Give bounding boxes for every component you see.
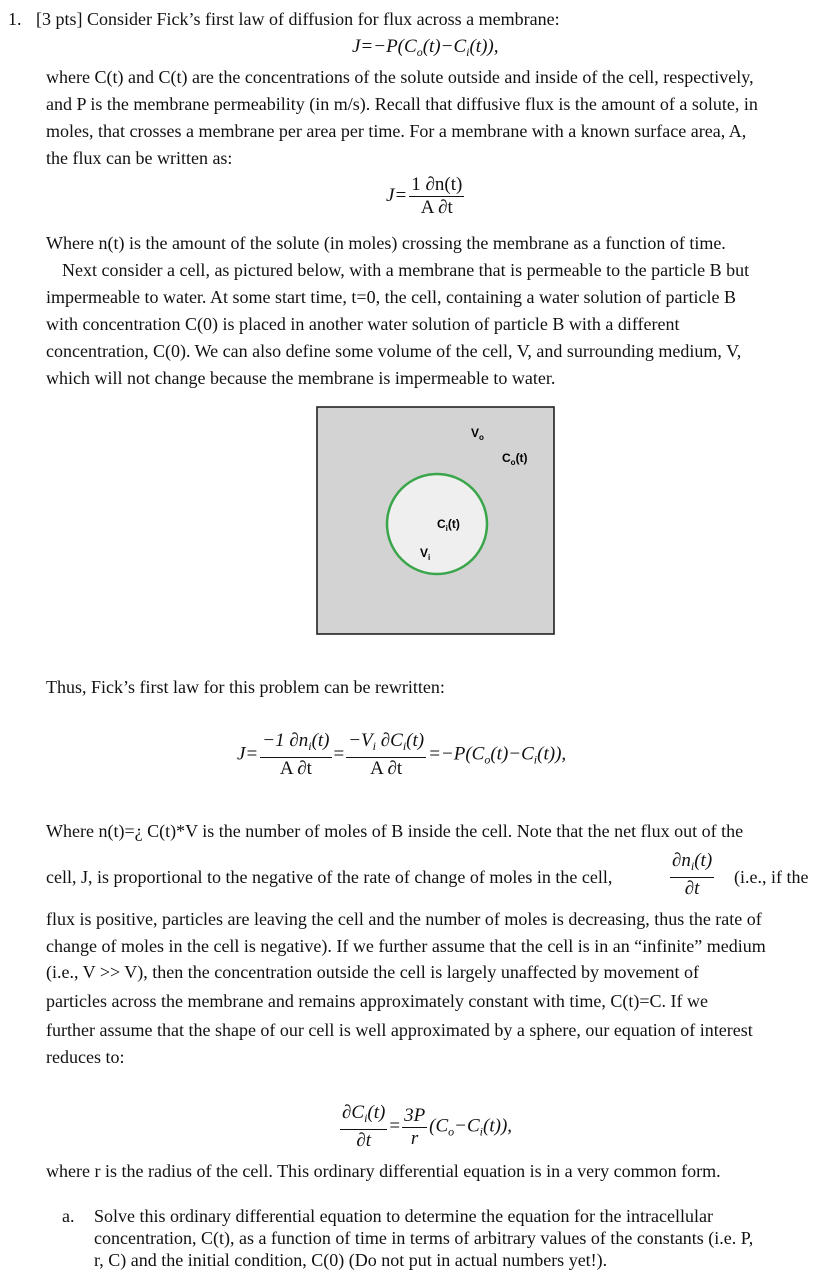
paragraph-line: reduces to: <box>46 1047 125 1067</box>
paragraph-line: further assume that the shape of our cell is well approximated by a sphere, our equation of interest <box>46 1020 753 1040</box>
cell-diagram <box>316 406 556 636</box>
part-a-line: Solve this ordinary differential equation to determine the equation for the intracellular <box>94 1206 713 1226</box>
inside-volume-label: $V_i$ <box>420 546 431 562</box>
paragraph-line: Thus, Fick’s first law for this problem can be rewritten: <box>46 677 445 697</box>
problem-points: [3 pts] <box>36 9 83 29</box>
equation-flux-definition: J= $\frac{1 \partial n(t)}{A \partial t}$ <box>386 174 463 218</box>
paragraph-line: which will not change because the membrane is impermeable to water. <box>46 368 556 388</box>
paragraph-line: impermeable to water. At some start time, t=0, the cell, containing a water solution of particle B <box>46 287 736 307</box>
paragraph-line: Where n(t) is the amount of the solute (in moles) crossing the membrane as a function of time. <box>46 233 726 253</box>
paragraph-line: concentration, C(0). We can also define some volume of the cell, V, and surrounding medium, V, <box>46 341 742 361</box>
paragraph-line: with concentration C(0) is placed in another water solution of particle B with a different <box>46 314 680 334</box>
outside-volume-label: $V_o$ <box>471 426 484 442</box>
paragraph-line: (i.e., if the <box>734 867 809 887</box>
paragraph-line: where C(t) and C(t) are the concentrations of the solute outside and inside of the cell, respectively, <box>46 67 754 87</box>
equation-ode: $\frac{\partial C_i(t)}{\partial t}$ = $\frac{3P}{r}$ $(C_o-C_i(t))$, <box>342 1102 513 1151</box>
paragraph-line: cell, J, is proportional to the negative of the rate of change of moles in the cell, <box>46 867 613 887</box>
problem-header <box>8 8 560 30</box>
equation-fick-rewritten: J= $\frac{-1 \partial n_i(t)}{A \partial t}$ = $\frac{-V_i \partial C_i(t)}{A \partial t}$ $=-P(C_o(t)-C_i(t))$, <box>237 730 567 779</box>
equation-fick-law: $J=-P(C_o(t)-C_i(t))$, <box>352 36 499 59</box>
problem-intro: Consider Fick’s first law of diffusion for flux across a membrane: <box>87 9 560 29</box>
paragraph-line: where r is the radius of the cell. This ordinary differential equation is in a very common form. <box>46 1161 721 1181</box>
paragraph-line: Next consider a cell, as pictured below, with a membrane that is permeable to the particle B but <box>62 260 750 280</box>
paragraph-line: flux is positive, particles are leaving the cell and the number of moles is decreasing, thus the rate of <box>46 909 762 929</box>
paragraph-line: and P is the membrane permeability (in m/s). Recall that diffusive flux is the amount of a solute, in <box>46 94 758 114</box>
paragraph-line: particles across the membrane and remains approximately constant with time, C(t)=C. If we <box>46 991 708 1011</box>
part-a-line: concentration, C(t), as a function of time in terms of arbitrary values of the constants (i.e. P, <box>94 1228 754 1248</box>
paragraph-line: the flux can be written as: <box>46 148 233 168</box>
part-a-line: r, C) and the initial condition, C(0) (Do not put in actual numbers yet!). <box>94 1250 608 1270</box>
rate-of-change-fraction: $\frac{\partial n_i(t)}{\partial t}$ <box>672 850 713 899</box>
paragraph-line: (i.e., V >> V), then the concentration outside the cell is largely unaffected by movement of <box>46 962 699 982</box>
problem-number: 1. <box>8 9 22 29</box>
outside-concentration-label: $C_o(t)$ <box>502 451 528 467</box>
part-a-label: a. <box>62 1206 75 1226</box>
paragraph-line: moles, that crosses a membrane per area per time. For a membrane with a known surface area, A, <box>46 121 747 141</box>
inside-concentration-label: $C_i(t)$ <box>437 517 460 533</box>
paragraph-line: change of moles in the cell is negative). If we further assume that the cell is in an “infinite” medium <box>46 936 766 956</box>
paragraph-line: Where n(t)=¿ C(t)*V is the number of moles of B inside the cell. Note that the net flux out of the <box>46 821 744 841</box>
